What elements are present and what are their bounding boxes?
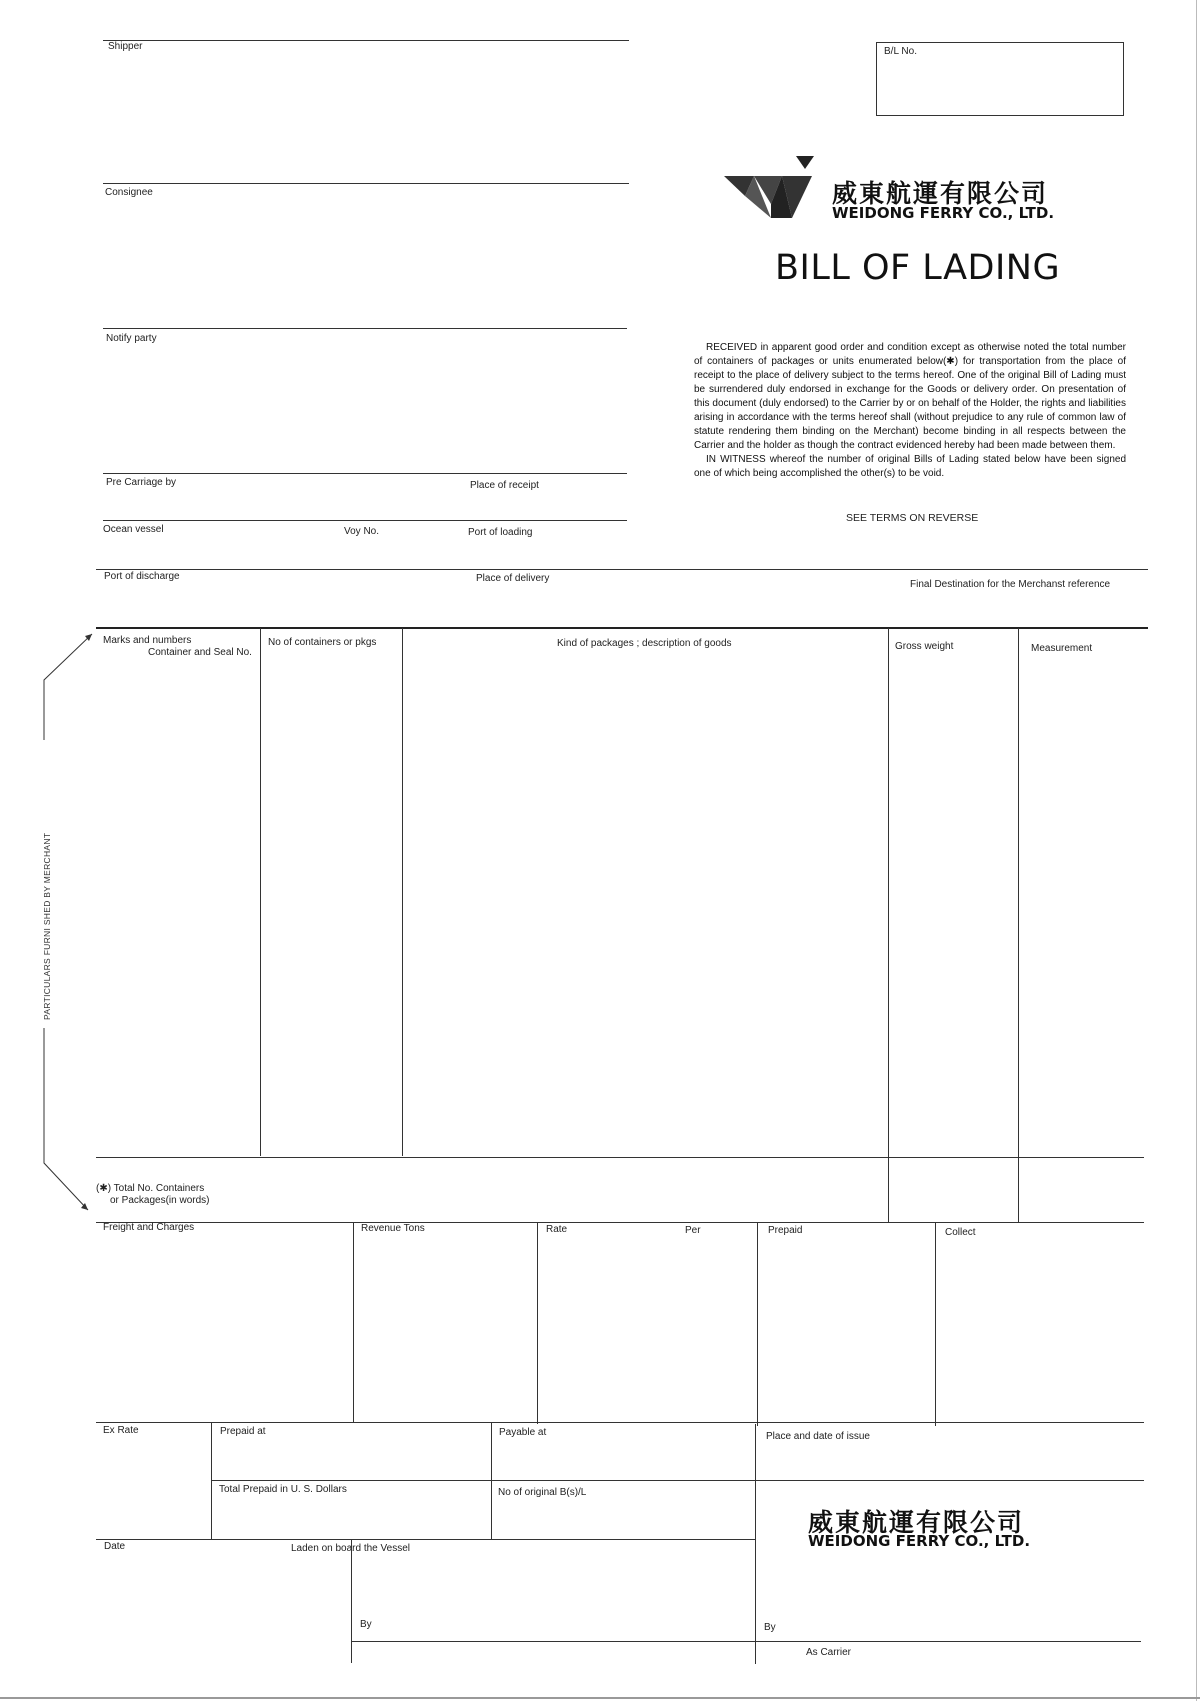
voy-no-label: Voy No.	[344, 526, 380, 537]
company-name-cn: 威東航運有限公司	[832, 179, 1049, 208]
ex-rate-label: Ex Rate	[103, 1425, 139, 1436]
as-carrier-label: As Carrier	[806, 1647, 852, 1658]
page-right-edge	[1196, 0, 1197, 1701]
final-destination-label: Final Destination for the Merchanst reference	[910, 579, 1111, 590]
goods-bottom-rule	[96, 1157, 1144, 1158]
terms-witness-paragraph: IN WITNESS whereof the number of original Bills of Lading stated below have been signed one of which being accomplished the other(s) to be void.	[694, 454, 1126, 479]
container-seal-label: Container and Seal No.	[148, 647, 252, 658]
marks-numbers-label: Marks and numbers	[103, 635, 192, 646]
port-of-loading-label: Port of loading	[468, 527, 533, 538]
bottom-col-divider-2	[491, 1422, 492, 1540]
goods-col-divider-2	[402, 628, 403, 1156]
by-label-right: By	[764, 1622, 776, 1633]
bottom-col-divider-1	[211, 1422, 212, 1540]
particulars-side-label: PARTICULARS FURNI SHED BY MERCHANT	[42, 832, 52, 1020]
no-original-bl-label: No of original B(s)/L	[498, 1487, 587, 1498]
company-name-en-footer: WEIDONG FERRY CO., LTD.	[808, 1532, 1031, 1550]
revenue-tons-label: Revenue Tons	[361, 1223, 425, 1234]
company-name-cn-footer: 威東航運有限公司	[808, 1508, 1025, 1537]
bottom-col-divider-3	[755, 1424, 756, 1664]
goods-col-divider-1	[260, 628, 261, 1156]
description-goods-label: Kind of packages ; description of goods	[557, 638, 732, 649]
signature-rule	[351, 1641, 1141, 1642]
prepaid-label: Prepaid	[768, 1225, 803, 1236]
terms-text	[694, 341, 1126, 481]
total-prepaid-top-rule	[211, 1480, 1144, 1481]
per-label: Per	[685, 1225, 701, 1236]
measurement-label: Measurement	[1031, 643, 1093, 654]
laden-col-divider	[351, 1540, 352, 1663]
rate-label: Rate	[546, 1224, 568, 1235]
port-discharge-top-rule	[96, 569, 1148, 570]
gross-weight-label: Gross weight	[895, 641, 954, 652]
freight-col-divider-2	[537, 1222, 538, 1424]
see-terms-label: SEE TERMS ON REVERSE	[846, 512, 979, 524]
port-of-discharge-label: Port of discharge	[104, 571, 180, 582]
date-label: Date	[104, 1541, 126, 1552]
laden-on-board-label: Laden on board the Vessel	[291, 1543, 410, 1554]
ocean-vessel-top-rule	[103, 520, 627, 521]
freight-col-divider-1	[353, 1222, 354, 1422]
freight-charges-label: Freight and Charges	[103, 1222, 195, 1233]
company-name-en: WEIDONG FERRY CO., LTD.	[832, 204, 1055, 222]
goods-top-rule	[96, 627, 1148, 629]
total-prepaid-label: Total Prepaid in U. S. Dollars	[219, 1484, 347, 1495]
place-of-receipt-label: Place of receipt	[470, 480, 539, 491]
ocean-vessel-label: Ocean vessel	[103, 524, 164, 535]
notify-party-label: Notify party	[106, 333, 157, 344]
page-bottom-edge	[0, 1697, 1200, 1699]
shipper-top-rule	[103, 40, 629, 41]
collect-label: Collect	[945, 1227, 976, 1238]
consignee-top-rule	[103, 183, 629, 184]
place-of-delivery-label: Place of delivery	[476, 573, 550, 584]
date-top-rule	[96, 1539, 756, 1540]
place-date-issue-label: Place and date of issue	[766, 1431, 870, 1442]
weidong-logo-icon	[724, 156, 816, 222]
terms-received-paragraph: RECEIVED in apparent good order and condition except as otherwise noted the total number of containers of packages or units enumerated below(✱) for transportation from the place of receipt to the place of delivery subject to the terms hereof. One of the original Bill of Lading must be surrendered duly endorsed in exchange for the Goods or delivery order. On presentation of this document (duly endorsed) to the Carrier by or on behalf of the Holder, the rights and liabilities arising in accordance with the terms hereof shall (without prejudice to any rule of common law of statute rendering them binding on the Merchant) become binding in all respects between the Carrier and the holder as though the contract evidenced hereby had been made between them.	[694, 342, 1126, 451]
document-title: BILL OF LADING	[775, 248, 1061, 288]
freight-col-divider-3	[757, 1222, 758, 1426]
consignee-label: Consignee	[105, 187, 153, 198]
notify-top-rule	[103, 328, 627, 329]
particulars-bracket-icon	[30, 628, 100, 1218]
containers-pkgs-label: No of containers or pkgs	[268, 637, 377, 648]
ex-rate-top-rule	[96, 1422, 1144, 1423]
by-label-left: By	[360, 1619, 372, 1630]
prepaid-at-label: Prepaid at	[220, 1426, 266, 1437]
total-containers-label-1: (✱) Total No. Containers	[96, 1183, 205, 1194]
total-containers-label-2: or Packages(in words)	[110, 1195, 210, 1206]
goods-col-divider-3	[888, 628, 889, 1222]
payable-at-label: Payable at	[499, 1427, 547, 1438]
pre-carriage-label: Pre Carriage by	[106, 477, 177, 488]
pre-carriage-top-rule	[103, 473, 627, 474]
goods-col-divider-4	[1018, 628, 1019, 1222]
freight-col-divider-4	[935, 1222, 936, 1426]
shipper-label: Shipper	[108, 41, 143, 52]
freight-top-rule	[96, 1222, 1144, 1223]
bl-no-label: B/L No.	[884, 46, 917, 57]
